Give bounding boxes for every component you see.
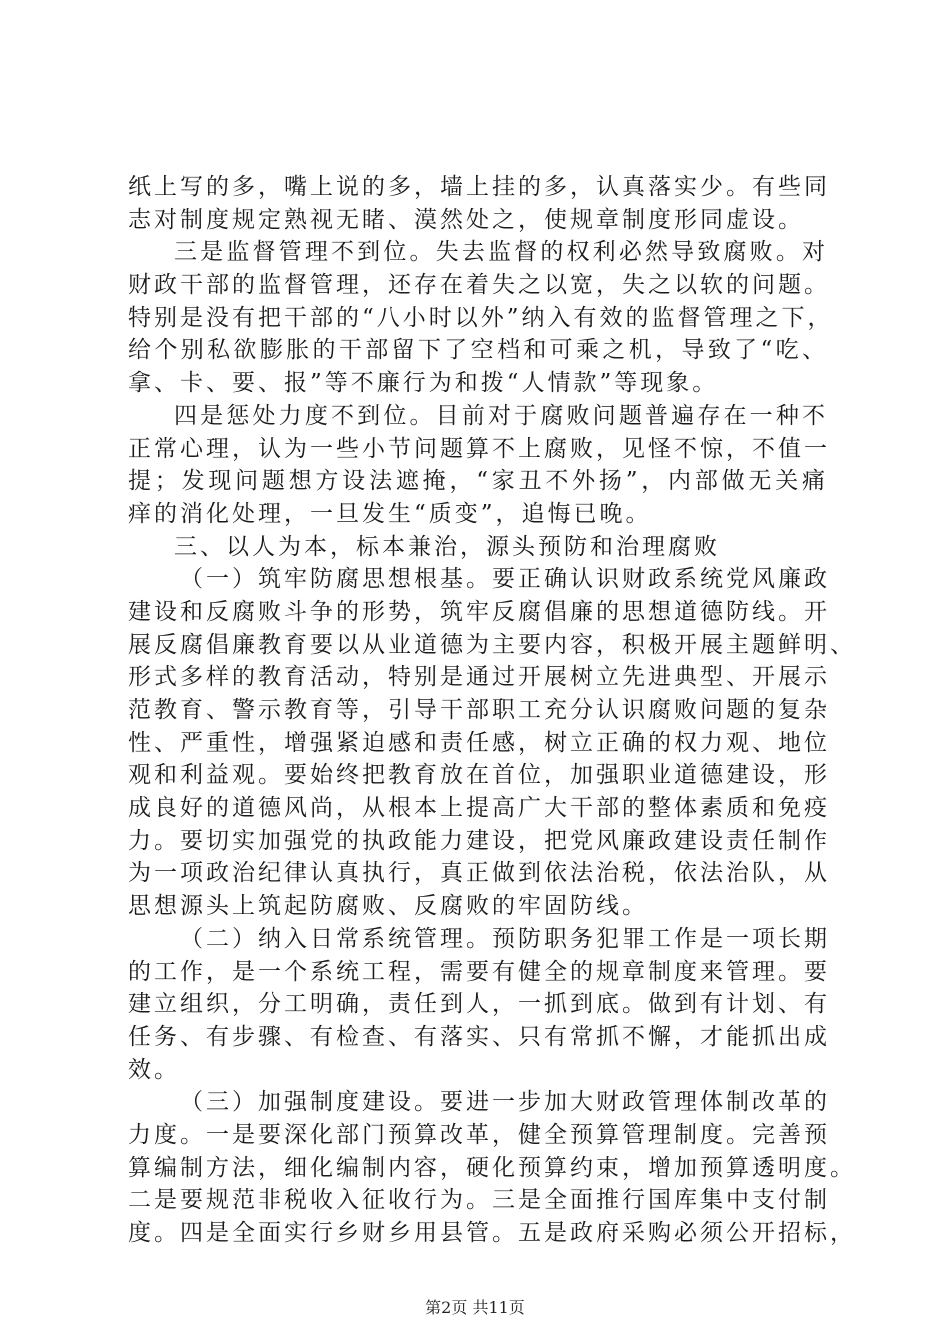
text-line: 观和利益观。要始终把教育放在首位，加强职业道德建设，形 [128,762,830,789]
text-line: 建立组织，分工明确，责任到人，一抓到底。做到有计划、有 [128,991,830,1018]
text-line: 二是要规范非税收入征收行为。三是全面推行国库集中支付制 [128,1187,830,1214]
text-line: 三是监督管理不到位。失去监督的权利必然导致腐败。对 [174,239,828,266]
text-line: 四是惩处力度不到位。目前对于腐败问题普遍存在一种不 [174,402,828,429]
text-line: 志对制度规定熟视无睹、漠然处之，使规章制度形同虚设。 [128,206,804,233]
text-line: （三）加强制度建设。要进一步加大财政管理体制改革的 [180,1089,830,1116]
text-line: 建设和反腐败斗争的形势，筑牢反腐倡廉的思想道德防线。开 [128,598,830,625]
text-line: 思想源头上筑起防腐败、反腐败的牢固防线。 [128,893,648,920]
text-line: 特别是没有把干部的“八小时以外”纳入有效的监督管理之下， [128,304,834,331]
text-line: 正常心理，认为一些小节问题算不上腐败，见怪不惊，不值一 [128,435,830,462]
text-line: 给个别私欲膨胀的干部留下了空档和可乘之机，导致了“吃、 [128,337,828,364]
text-line: 财政干部的监督管理，还存在着失之以宽，失之以软的问题。 [128,272,830,299]
text-line: 度。四是全面实行乡财乡用县管。五是政府采购必须公开招标， [128,1220,856,1246]
text-line: 纸上写的多，嘴上说的多，墙上挂的多，认真落实少。有些同 [128,174,830,200]
text-line: 痒的消化处理，一旦发生“质变”，追悔已晚。 [128,500,652,527]
text-line: （一）筑牢防腐思想根基。要正确认识财政系统党风廉政 [180,566,830,593]
text-line: 提；发现问题想方设法遮掩，“家丑不外扬”，内部做无关痛 [128,468,828,495]
text-line: 拿、卡、要、报”等不廉行为和拨“人情款”等现象。 [128,370,719,397]
document-body [128,171,856,1250]
text-line: 的工作，是一个系统工程，需要有健全的规章制度来管理。要 [128,958,830,985]
page-number: 第2页 共11页 [425,1298,525,1317]
text-line: 力度。一是要深化部门预算改革，健全预算管理制度。完善预 [128,1121,830,1148]
text-line: 性、严重性，增强紧迫感和责任感，树立正确的权力观、地位 [128,729,830,756]
text-line: 为一项政治纪律认真执行，真正做到依法治税，依法治队，从 [128,860,830,887]
text-line: 力。要切实加强党的执政能力建设，把党风廉政建设责任制作 [128,827,830,854]
text-line: 展反腐倡廉教育要以从业道德为主要内容，积极开展主题鲜明、 [128,631,856,658]
text-line: 任务、有步骤、有检查、有落实、只有常抓不懈，才能抓出成 [128,1023,830,1050]
text-line: 范教育、警示教育等，引导干部职工充分认识腐败问题的复杂 [128,697,830,723]
text-line: 成良好的道德风尚，从根本上提高广大干部的整体素质和免疫 [128,795,830,822]
section-heading: 三、以人为本，标本兼治，源头预防和治理腐败 [174,533,720,560]
text-line: 效。 [128,1056,180,1083]
text-line: （二）纳入日常系统管理。预防职务犯罪工作是一项长期 [180,925,830,952]
text-line: 形式多样的教育活动，特别是通过开展树立先进典型、开展示 [128,664,830,691]
text-line: 算编制方法，细化编制内容，硬化预算约束，增加预算透明度。 [128,1154,856,1181]
